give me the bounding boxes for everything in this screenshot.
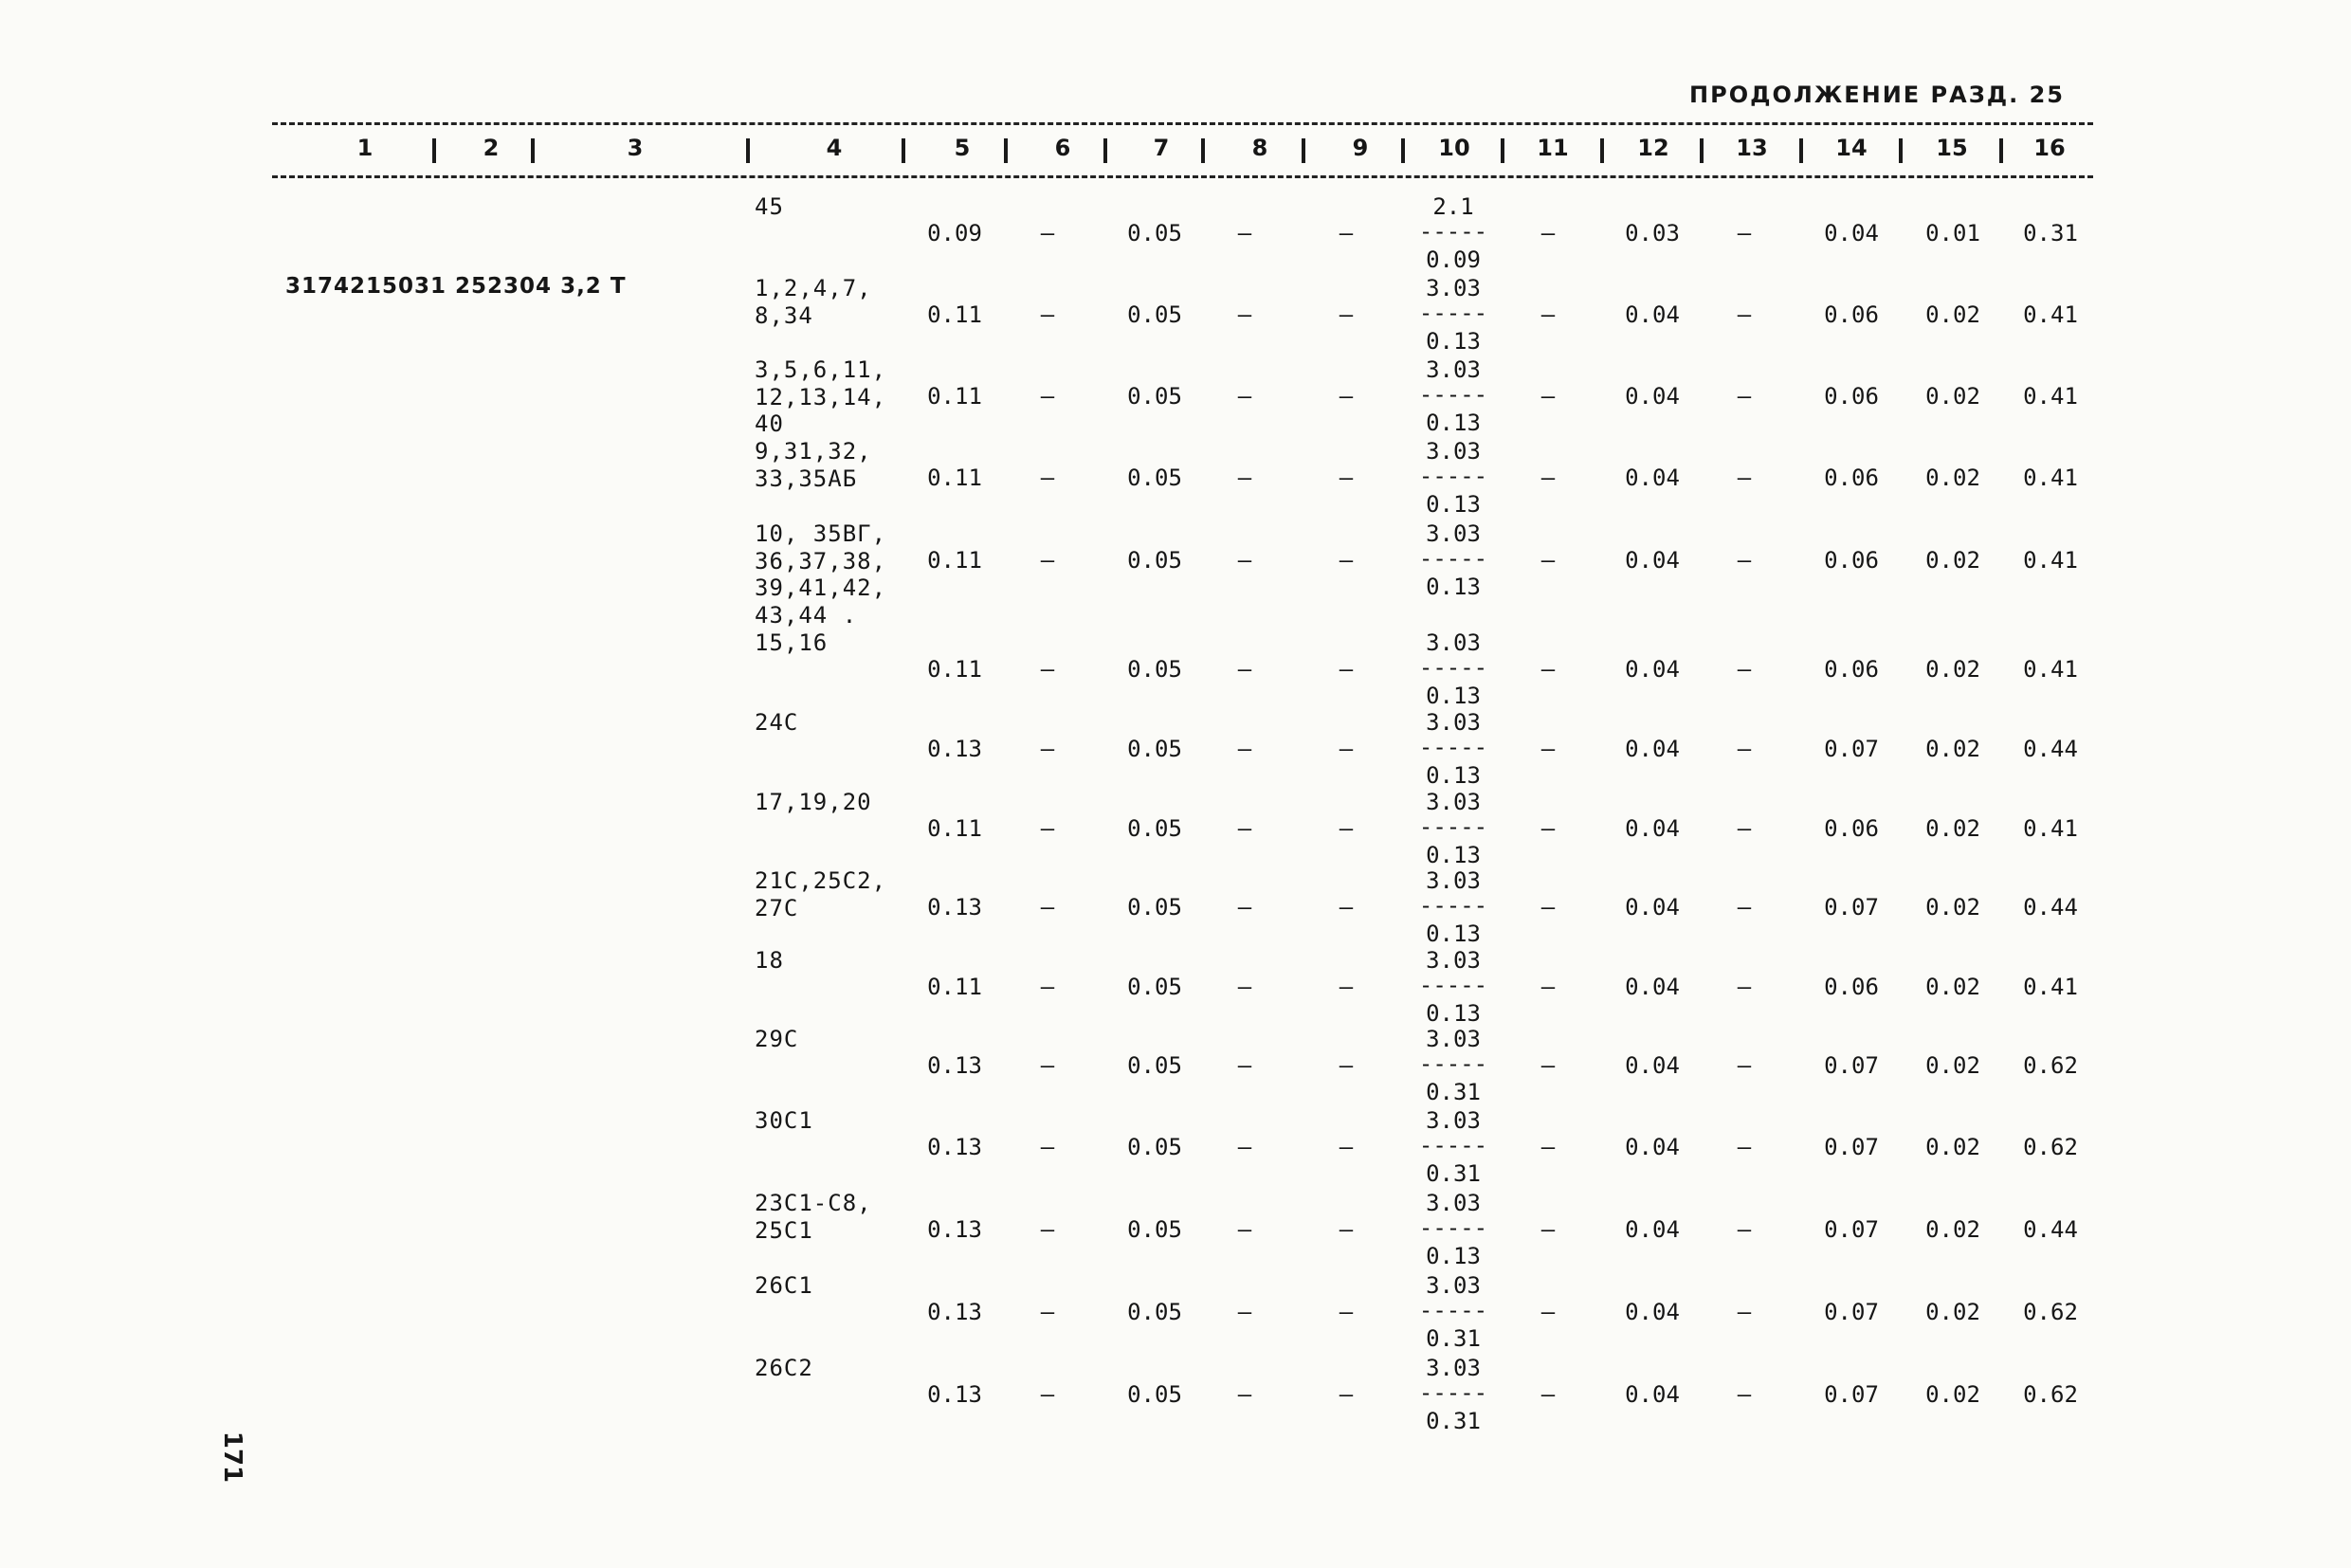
cell-c6: –: [1040, 974, 1055, 1000]
cell-c15: 0.02: [1925, 974, 1980, 1000]
cell-c11: –: [1540, 1052, 1556, 1079]
cell-c6: –: [1040, 1216, 1055, 1243]
cell-c7: 0.05: [1127, 383, 1182, 410]
column-header-5: 5: [954, 135, 971, 161]
cell-c6: –: [1040, 1052, 1055, 1079]
cell-c8: –: [1237, 383, 1252, 410]
cell-c16: 0.44: [2023, 1216, 2078, 1243]
cell-c14: 0.07: [1824, 1381, 1879, 1408]
cell-c7: 0.05: [1127, 736, 1182, 762]
cell-c6: –: [1040, 547, 1055, 574]
cell-c10-fraction-bar: -----: [1418, 218, 1488, 245]
cell-c12: 0.04: [1625, 383, 1680, 410]
cell-c11: –: [1540, 1216, 1556, 1243]
cell-c14: 0.07: [1824, 1052, 1879, 1079]
column-header-15: 15: [1936, 135, 1968, 161]
cell-c7: 0.05: [1127, 1381, 1182, 1408]
cell-c6: –: [1040, 736, 1055, 762]
cell-c13: –: [1737, 1216, 1752, 1243]
cell-c10-denominator: 0.31: [1426, 1408, 1481, 1434]
cell-c10-denominator: 0.13: [1426, 921, 1481, 947]
cell-c5: 0.11: [927, 383, 982, 410]
cell-c10-denominator: 0.13: [1426, 1000, 1481, 1027]
cell-c16: 0.41: [2023, 383, 2078, 410]
cell-c13: –: [1737, 465, 1752, 491]
marking-list-line: 36,37,38,: [755, 547, 887, 574]
cell-c15: 0.02: [1925, 815, 1980, 842]
cell-c9: –: [1339, 1299, 1354, 1325]
cell-c12: 0.04: [1625, 1052, 1680, 1079]
cell-c9: –: [1339, 547, 1354, 574]
cell-c5: 0.09: [927, 220, 982, 246]
cell-c10-denominator: 0.13: [1426, 683, 1481, 709]
cell-c10-fraction-bar: -----: [1418, 734, 1488, 760]
marking-list-line: 25С1: [755, 1216, 813, 1244]
cell-c8: –: [1237, 1216, 1252, 1243]
cell-c10-numerator: 3.03: [1426, 1190, 1481, 1216]
cell-c5: 0.11: [927, 656, 982, 683]
cell-c13: –: [1737, 894, 1752, 921]
cell-c13: –: [1737, 815, 1752, 842]
marking-list-line: 26С1: [755, 1272, 813, 1299]
cell-c9: –: [1339, 383, 1354, 410]
cell-c9: –: [1339, 1381, 1354, 1408]
cell-c8: –: [1237, 656, 1252, 683]
cell-c11: –: [1540, 301, 1556, 328]
cell-c14: 0.07: [1824, 1134, 1879, 1160]
cell-c11: –: [1540, 1299, 1556, 1325]
cell-c16: 0.62: [2023, 1052, 2078, 1079]
cell-c10-denominator: 0.13: [1426, 574, 1481, 600]
cell-c7: 0.05: [1127, 894, 1182, 921]
cell-c15: 0.02: [1925, 736, 1980, 762]
column-header-13: 13: [1736, 135, 1768, 161]
cell-c11: –: [1540, 1134, 1556, 1160]
cell-c15: 0.02: [1925, 547, 1980, 574]
cell-c14: 0.07: [1824, 1216, 1879, 1243]
cell-c8: –: [1237, 465, 1252, 491]
marking-list-line: 10, 35ВГ,: [755, 520, 887, 547]
column-header-6: 6: [1054, 135, 1071, 161]
cell-c16: 0.31: [2023, 220, 2078, 246]
column-header-3: 3: [627, 135, 644, 161]
cell-c11: –: [1540, 974, 1556, 1000]
cell-c10-denominator: 0.13: [1426, 328, 1481, 355]
cell-c5: 0.11: [927, 974, 982, 1000]
row-code: 3174215031 252304 3,2 Т: [285, 274, 627, 299]
cell-c9: –: [1339, 1134, 1354, 1160]
cell-c15: 0.02: [1925, 1299, 1980, 1325]
column-header-2: 2: [483, 135, 500, 161]
cell-c13: –: [1737, 656, 1752, 683]
column-header-10: 10: [1438, 135, 1470, 161]
cell-c9: –: [1339, 465, 1354, 491]
column-header-7: 7: [1153, 135, 1170, 161]
cell-c11: –: [1540, 383, 1556, 410]
column-header-11: 11: [1537, 135, 1569, 161]
cell-c16: 0.41: [2023, 974, 2078, 1000]
cell-c9: –: [1339, 1216, 1354, 1243]
cell-c12: 0.04: [1625, 301, 1680, 328]
cell-c11: –: [1540, 220, 1556, 246]
marking-list-line: 1,2,4,7,: [755, 275, 872, 301]
cell-c5: 0.11: [927, 547, 982, 574]
cell-c5: 0.11: [927, 465, 982, 491]
cell-c14: 0.07: [1824, 894, 1879, 921]
marking-list-line: 43,44 .: [755, 601, 858, 629]
cell-c9: –: [1339, 1052, 1354, 1079]
cell-c10-numerator: 3.03: [1426, 356, 1481, 383]
cell-c14: 0.06: [1824, 465, 1879, 491]
marking-list-line: 29С: [755, 1026, 799, 1052]
cell-c15: 0.02: [1925, 465, 1980, 491]
cell-c16: 0.44: [2023, 736, 2078, 762]
cell-c16: 0.62: [2023, 1134, 2078, 1160]
cell-c12: 0.04: [1625, 1216, 1680, 1243]
cell-c9: –: [1339, 301, 1354, 328]
cell-c16: 0.41: [2023, 815, 2078, 842]
cell-c16: 0.62: [2023, 1299, 2078, 1325]
cell-c11: –: [1540, 465, 1556, 491]
cell-c12: 0.04: [1625, 736, 1680, 762]
cell-c6: –: [1040, 894, 1055, 921]
cell-c14: 0.07: [1824, 736, 1879, 762]
cell-c10-denominator: 0.31: [1426, 1325, 1481, 1352]
cell-c5: 0.13: [927, 894, 982, 921]
cell-c9: –: [1339, 220, 1354, 246]
marking-list-line: 12,13,14,: [755, 383, 887, 410]
cell-c8: –: [1237, 974, 1252, 1000]
cell-c7: 0.05: [1127, 1299, 1182, 1325]
cell-c10-fraction-bar: -----: [1418, 1214, 1488, 1241]
column-header-12: 12: [1637, 135, 1669, 161]
cell-c8: –: [1237, 894, 1252, 921]
cell-c12: 0.04: [1625, 1134, 1680, 1160]
cell-c15: 0.02: [1925, 383, 1980, 410]
cell-c14: 0.06: [1824, 974, 1879, 1000]
cell-c15: 0.02: [1925, 656, 1980, 683]
cell-c10-fraction-bar: -----: [1418, 972, 1488, 998]
cell-c13: –: [1737, 1299, 1752, 1325]
cell-c6: –: [1040, 1134, 1055, 1160]
cell-c16: 0.44: [2023, 894, 2078, 921]
cell-c5: 0.13: [927, 1381, 982, 1408]
cell-c10-numerator: 3.03: [1426, 438, 1481, 465]
cell-c9: –: [1339, 974, 1354, 1000]
cell-c10-fraction-bar: -----: [1418, 545, 1488, 572]
cell-c13: –: [1737, 736, 1752, 762]
cell-c15: 0.02: [1925, 1134, 1980, 1160]
column-header-4: 4: [826, 135, 843, 161]
cell-c10-numerator: 3.03: [1426, 275, 1481, 301]
marking-list-line: 27С: [755, 894, 799, 921]
cell-c16: 0.41: [2023, 547, 2078, 574]
cell-c10-denominator: 0.09: [1426, 246, 1481, 273]
cell-c16: 0.41: [2023, 656, 2078, 683]
cell-c7: 0.05: [1127, 301, 1182, 328]
cell-c8: –: [1237, 736, 1252, 762]
marking-list-line: 15,16: [755, 629, 829, 656]
cell-c6: –: [1040, 301, 1055, 328]
cell-c16: 0.41: [2023, 465, 2078, 491]
cell-c8: –: [1237, 1299, 1252, 1325]
cell-c12: 0.04: [1625, 656, 1680, 683]
cell-c7: 0.05: [1127, 974, 1182, 1000]
cell-c9: –: [1339, 815, 1354, 842]
cell-c5: 0.13: [927, 1299, 982, 1325]
cell-c10-fraction-bar: -----: [1418, 1132, 1488, 1158]
column-header-16: 16: [2033, 135, 2066, 161]
cell-c6: –: [1040, 656, 1055, 683]
cell-c10-numerator: 2.1: [1432, 193, 1474, 220]
cell-c10-numerator: 3.03: [1426, 789, 1481, 815]
marking-list-line: 8,34: [755, 301, 813, 329]
cell-c7: 0.05: [1127, 465, 1182, 491]
cell-c13: –: [1737, 1381, 1752, 1408]
cell-c6: –: [1040, 465, 1055, 491]
marking-list-line: 9,31,32,: [755, 438, 872, 465]
marking-list-line: 23С1-С8,: [755, 1190, 872, 1216]
marking-list-line: 18: [755, 947, 784, 974]
cell-c12: 0.04: [1625, 465, 1680, 491]
cell-c10-numerator: 3.03: [1426, 709, 1481, 736]
cell-c7: 0.05: [1127, 1052, 1182, 1079]
cell-c7: 0.05: [1127, 1216, 1182, 1243]
cell-c10-denominator: 0.31: [1426, 1079, 1481, 1105]
cell-c15: 0.02: [1925, 301, 1980, 328]
cell-c8: –: [1237, 815, 1252, 842]
cell-c10-fraction-bar: -----: [1418, 892, 1488, 919]
cell-c10-denominator: 0.13: [1426, 1243, 1481, 1269]
cell-c13: –: [1737, 383, 1752, 410]
cell-c5: 0.11: [927, 815, 982, 842]
cell-c15: 0.01: [1925, 220, 1980, 246]
cell-c10-numerator: 3.03: [1426, 1107, 1481, 1134]
cell-c10-numerator: 3.03: [1426, 1026, 1481, 1052]
cell-c10-fraction-bar: -----: [1418, 1050, 1488, 1077]
cell-c6: –: [1040, 220, 1055, 246]
column-header-14: 14: [1835, 135, 1868, 161]
marking-list-line: 45: [755, 193, 784, 220]
cell-c13: –: [1737, 301, 1752, 328]
cell-c5: 0.13: [927, 1216, 982, 1243]
cell-c10-fraction-bar: -----: [1418, 381, 1488, 408]
cell-c9: –: [1339, 736, 1354, 762]
cell-c7: 0.05: [1127, 547, 1182, 574]
cell-c8: –: [1237, 547, 1252, 574]
cell-c15: 0.02: [1925, 894, 1980, 921]
cell-c10-denominator: 0.31: [1426, 1160, 1481, 1187]
cell-c11: –: [1540, 894, 1556, 921]
cell-c11: –: [1540, 547, 1556, 574]
cell-c11: –: [1540, 1381, 1556, 1408]
cell-c10-fraction-bar: -----: [1418, 1297, 1488, 1323]
cell-c5: 0.13: [927, 1134, 982, 1160]
cell-c6: –: [1040, 815, 1055, 842]
cell-c7: 0.05: [1127, 1134, 1182, 1160]
cell-c10-fraction-bar: -----: [1418, 654, 1488, 681]
cell-c8: –: [1237, 1134, 1252, 1160]
cell-c14: 0.04: [1824, 220, 1879, 246]
cell-c13: –: [1737, 547, 1752, 574]
cell-c13: –: [1737, 974, 1752, 1000]
cell-c12: 0.04: [1625, 1381, 1680, 1408]
cell-c10-denominator: 0.13: [1426, 762, 1481, 789]
cell-c6: –: [1040, 1381, 1055, 1408]
cell-c8: –: [1237, 1052, 1252, 1079]
cell-c6: –: [1040, 1299, 1055, 1325]
cell-c13: –: [1737, 1052, 1752, 1079]
cell-c10-numerator: 3.03: [1426, 629, 1481, 656]
cell-c10-fraction-bar: -----: [1418, 813, 1488, 840]
cell-c10-denominator: 0.13: [1426, 410, 1481, 436]
column-header-8: 8: [1251, 135, 1268, 161]
marking-list-line: 40: [755, 410, 784, 438]
cell-c14: 0.06: [1824, 815, 1879, 842]
marking-list-line: 39,41,42,: [755, 574, 887, 602]
cell-c7: 0.05: [1127, 815, 1182, 842]
cell-c10-denominator: 0.13: [1426, 491, 1481, 518]
cell-c5: 0.13: [927, 736, 982, 762]
cell-c9: –: [1339, 656, 1354, 683]
cell-c15: 0.02: [1925, 1381, 1980, 1408]
marking-list-line: 30С1: [755, 1107, 813, 1134]
cell-c8: –: [1237, 301, 1252, 328]
page-number: 171: [218, 1431, 247, 1484]
cell-c10-numerator: 3.03: [1426, 1272, 1481, 1299]
marking-list-line: 3,5,6,11,: [755, 356, 887, 383]
cell-c5: 0.11: [927, 301, 982, 328]
cell-c14: 0.06: [1824, 656, 1879, 683]
cell-c14: 0.06: [1824, 383, 1879, 410]
cell-c10-fraction-bar: -----: [1418, 463, 1488, 489]
cell-c11: –: [1540, 736, 1556, 762]
cell-c10-numerator: 3.03: [1426, 1355, 1481, 1381]
cell-c10-numerator: 3.03: [1426, 520, 1481, 547]
cell-c16: 0.62: [2023, 1381, 2078, 1408]
column-header-9: 9: [1352, 135, 1369, 161]
cell-c10-numerator: 3.03: [1426, 947, 1481, 974]
cell-c14: 0.06: [1824, 301, 1879, 328]
section-continuation-title: ПРОДОЛЖЕНИЕ РАЗД. 25: [1689, 82, 2065, 108]
cell-c12: 0.04: [1625, 815, 1680, 842]
cell-c12: 0.04: [1625, 547, 1680, 574]
marking-list-line: 26С2: [755, 1355, 813, 1381]
marking-list-line: 33,35АБ: [755, 465, 858, 492]
cell-c9: –: [1339, 894, 1354, 921]
cell-c12: 0.04: [1625, 974, 1680, 1000]
cell-c13: –: [1737, 1134, 1752, 1160]
cell-c11: –: [1540, 815, 1556, 842]
cell-c11: –: [1540, 656, 1556, 683]
cell-c14: 0.07: [1824, 1299, 1879, 1325]
cell-c8: –: [1237, 1381, 1252, 1408]
cell-c15: 0.02: [1925, 1052, 1980, 1079]
cell-c10-numerator: 3.03: [1426, 867, 1481, 894]
column-header-1: 1: [356, 135, 374, 161]
cell-c5: 0.13: [927, 1052, 982, 1079]
marking-list-line: 24С: [755, 709, 799, 736]
cell-c7: 0.05: [1127, 656, 1182, 683]
cell-c10-fraction-bar: -----: [1418, 300, 1488, 326]
cell-c8: –: [1237, 220, 1252, 246]
cell-c15: 0.02: [1925, 1216, 1980, 1243]
cell-c12: 0.04: [1625, 894, 1680, 921]
cell-c10-fraction-bar: -----: [1418, 1379, 1488, 1406]
marking-list-line: 17,19,20: [755, 789, 872, 815]
cell-c12: 0.04: [1625, 1299, 1680, 1325]
cell-c16: 0.41: [2023, 301, 2078, 328]
cell-c7: 0.05: [1127, 220, 1182, 246]
cell-c10-denominator: 0.13: [1426, 842, 1481, 868]
cell-c13: –: [1737, 220, 1752, 246]
marking-list-line: 21С,25С2,: [755, 867, 887, 894]
cell-c6: –: [1040, 383, 1055, 410]
cell-c14: 0.06: [1824, 547, 1879, 574]
cell-c12: 0.03: [1625, 220, 1680, 246]
